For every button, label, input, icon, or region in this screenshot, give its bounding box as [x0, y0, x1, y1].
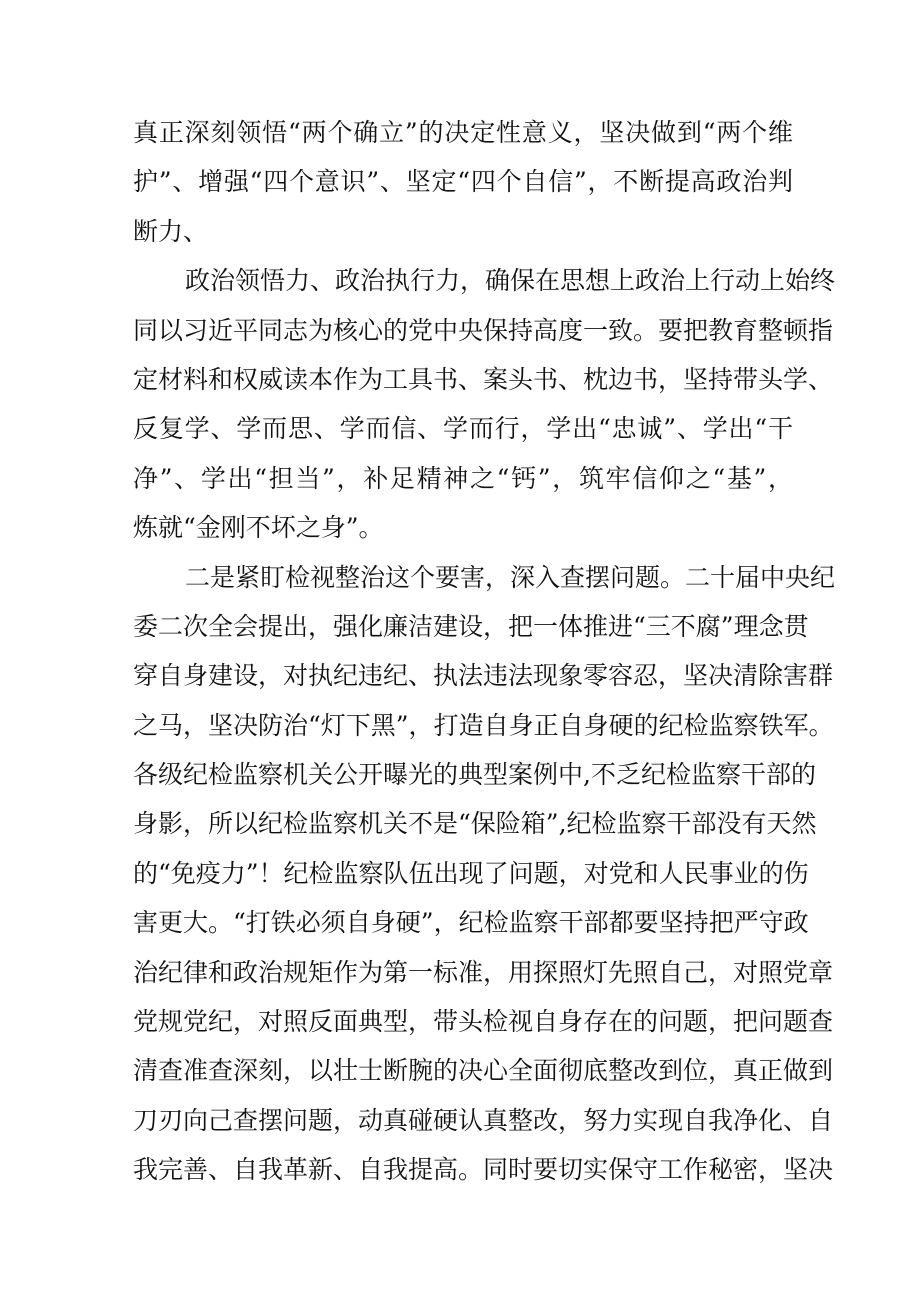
text-line: 刀刃向己查摆问题，动真碰硬认真整改，努力实现自我净化、自 — [133, 1105, 834, 1135]
text-line: 委二次全会提出，强化廉洁建设，把一体推进“三不腐”理念贯 — [133, 611, 809, 641]
paragraph-first-line: 二是紧盯检视整治这个要害，深入查摆问题。二十届中央纪 — [185, 562, 836, 592]
text-line: 定材料和权威读本作为工具书、案头书、枕边书，坚持带头学、 — [133, 364, 834, 394]
text-line: 反复学、学而思、学而信、学而行，学出“忠诚”、学出“干 — [133, 414, 793, 444]
text-line: 身影，所以纪检监察机关不是“保险箱”,纪检监察干部没有天然 — [133, 809, 817, 839]
text-line: 害更大。“打铁必须自身硬”，纪检监察干部都要坚持把严守政 — [133, 908, 809, 938]
body-text — [133, 108, 836, 1195]
text-line: 炼就“金刚不坏之身”。 — [133, 513, 384, 543]
text-line: 治纪律和政治规矩作为第一标准，用探照灯先照自己，对照党章 — [133, 957, 834, 987]
text-line: 真正深刻领悟“两个确立”的决定性意义，坚决做到“两个维 — [133, 118, 793, 147]
text-line: 净”、学出“担当”，补足精神之“钙”，筑牢信仰之“基”， — [133, 463, 793, 493]
text-line: 之马，坚决防治“灯下黑”，打造自身正自身硬的纪检监察铁军。 — [133, 710, 834, 740]
text-line: 清查准查深刻，以壮士断腕的决心全面彻底整改到位，真正做到 — [133, 1056, 834, 1086]
text-line: 各级纪检监察机关公开曝光的典型案例中,不乏纪检监察干部的 — [133, 760, 816, 790]
text-line: 护”、增强“四个意识”、坚定“四个自信”，不断提高政治判 — [133, 167, 793, 197]
paragraph-first-line: 政治领悟力、政治执行力，确保在思想上政治上行动上始终 — [185, 266, 836, 296]
text-line: 的“免疫力”！纪检监察队伍出现了问题，对党和人民事业的伤 — [133, 858, 809, 888]
text-line: 我完善、自我革新、自我提高。同时要切实保守工作秘密，坚决 — [133, 1155, 834, 1185]
text-line: 穿自身建设，对执纪违纪、执法违法现象零容忍，坚决清除害群 — [133, 661, 834, 691]
text-line: 同以习近平同志为核心的党中央保持高度一致。要把教育整顿指 — [133, 315, 834, 345]
text-line: 党规党纪，对照反面典型，带头检视自身存在的问题，把问题查 — [133, 1007, 834, 1037]
text-line: 断力、 — [133, 216, 209, 246]
